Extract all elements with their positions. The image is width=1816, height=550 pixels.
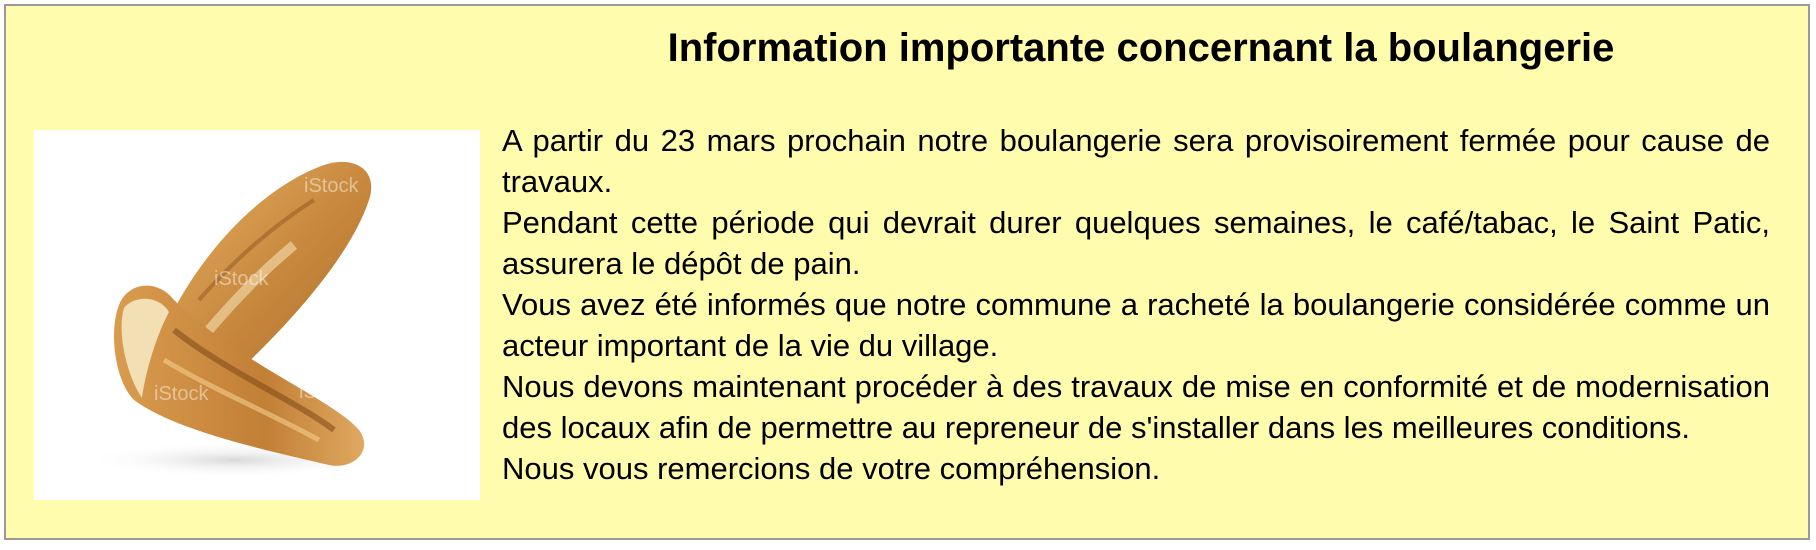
notice-paragraph: Pendant cette période qui devrait durer quelques semaines, le café/tabac, le Saint Patic, assurera le dépôt de pain. — [502, 205, 1770, 281]
bread-baguette-image — [34, 130, 480, 500]
notice-paragraph: A partir du 23 mars prochain notre boulangerie sera provisoirement fermée pour cause de travaux. — [502, 123, 1770, 199]
notice-title: Information importante concernant la boulangerie — [667, 26, 1615, 70]
svg-text:iStock: iStock — [304, 175, 359, 197]
svg-text:iStock: iStock — [154, 383, 209, 405]
notice-paragraph: Vous avez été informés que notre commune a racheté la boulangerie considérée comme un acteur important de la vie du village. — [502, 287, 1770, 363]
notice-body — [502, 120, 1770, 489]
notice-paragraph: Nous vous remercions de votre compréhension. — [502, 451, 1161, 486]
notice-paragraph: Nous devons maintenant procéder à des travaux de mise en conformité et de modernisation des locaux afin de permettre au repreneur de s'installer dans les meilleures conditions. — [502, 369, 1770, 445]
svg-text:iStock: iStock — [299, 381, 354, 403]
bread-photo — [34, 130, 480, 500]
svg-text:iStock: iStock — [214, 268, 269, 290]
bakery-notice — [4, 4, 1810, 540]
